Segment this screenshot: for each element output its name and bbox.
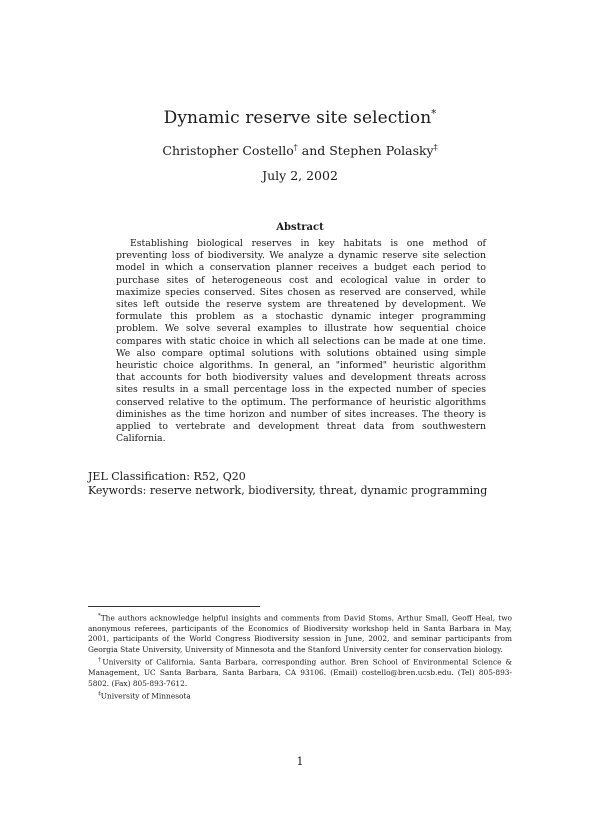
footnote-mark: †: [98, 657, 103, 664]
footnotes: [88, 611, 512, 702]
footnote: [88, 689, 512, 702]
footnote-rule: [88, 606, 260, 607]
abstract-heading: Abstract: [276, 222, 324, 233]
author-polasky: Stephen Polasky: [329, 143, 434, 159]
jel-classification: JEL Classification: R52, Q20: [88, 470, 246, 483]
footnote-mark: *: [98, 613, 101, 619]
footnote: [88, 611, 512, 655]
footnote: [88, 655, 512, 689]
footnote-mark: ‡: [98, 691, 101, 698]
keywords: Keywords: reserve network, biodiversity, threat, dynamic programming: [88, 484, 488, 497]
title-footnote-mark: *: [431, 108, 437, 120]
paper-date: July 2, 2002: [262, 168, 338, 183]
author-polasky-mark: ‡: [433, 143, 438, 152]
author-line: [0, 143, 600, 158]
paper-title: [0, 108, 600, 128]
footnote-text: University of California, Santa Barbara, corresponding author. Bren School of Environmental Science & Management, UC Santa Barbara, Santa Barbara, CA 93106. (Email) costello@bren.ucsb.edu. (Tel) 805-893-5802. (Fax) 805-893-7612.: [88, 657, 513, 688]
author-costello: Christopher Costello: [162, 143, 294, 159]
author-costello-mark: †: [293, 143, 298, 152]
page-number: 1: [296, 755, 304, 768]
abstract-body: Establishing biological reserves in key habitats is one method of preventing loss of biodiversity. We analyze a dynamic reserve site selection model in which a conservation planner receives a budget each period to purchase sites of heterogeneous cost and ecological value in order to maximize species conserved. Sites chosen as reserved are conserved, while sites left outside the reserve system are threatened by development. We formulate this problem as a stochastic dynamic integer programming problem. We solve several examples to illustrate how sequential choice compares with static choice in which all selections can be made at one time. We also compare optimal solutions with solutions obtained using simple heuristic choice algorithms. In general, an "informed" heuristic algorithm that accounts for both biodiversity values and development threats across sites results in a small percentage loss in the expected number of species conserved relative to the optimum. The performance of heuristic algorithms diminishes as the time horizon and number of sites increases. The theory is applied to vertebrate and development threat data from southwestern California.: [116, 238, 486, 445]
footnote-text: The authors acknowledge helpful insights and comments from David Stoms, Arthur Small, Geoff Heal, two anonymous referees, participants of the Economics of Biodiversity workshop held in Santa Barbara in May, 2001, participants of the World Congress Biodiversity session in June, 2002, and seminar participants from Georgia State University, University of Minnesota and the Stanford University center for conservation biology.: [88, 613, 512, 654]
footnote-text: University of Minnesota: [100, 691, 191, 701]
author-connector: and: [297, 143, 330, 159]
classification-block: [88, 470, 518, 498]
title-text: Dynamic reserve site selection: [163, 108, 432, 128]
